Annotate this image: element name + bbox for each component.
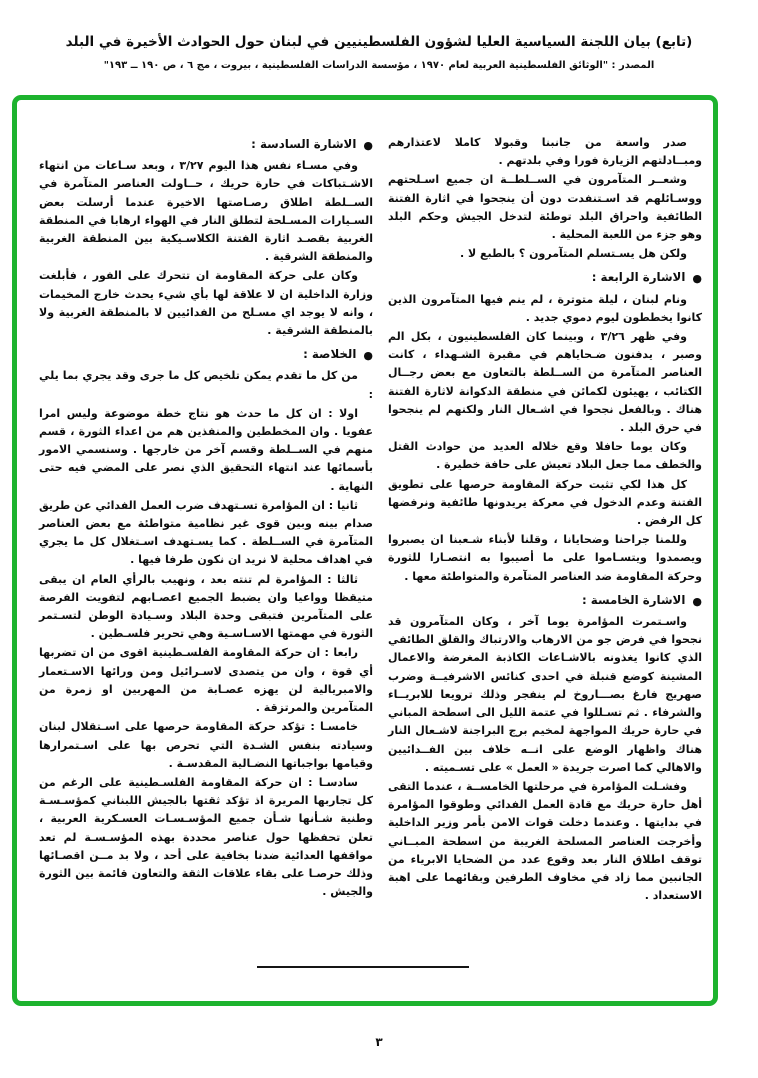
paragraph: وفي مسـاء نفس هذا اليوم ٣/٢٧ ، وبعد سـاعات من انتهاء الاشـتباكات في حارة حريك ، حــاولت العناصر المتآمرة في الســلطة اطلاق رصـاصتها الاخيرة عندما أرسلت بعض السـيارات المسـلحة لتطلق النار في الهواء ارهابا في المنطقة الغربية بقصـد اثارة الفتنة الكلاسـيكية بين المنطقة الغربية والمنطقة الشرقية . <box>39 159 373 264</box>
bullet-icon: ● <box>363 139 373 152</box>
page-number: ٣ <box>375 1035 383 1049</box>
paragraph: خامسـا : تؤكد حركة المقاومة حرصها على اسـتقلال لبنان وسيادته بنفس الشـدة التي تحرص بها على اسـتمرارها وقيامها بواجباتها النضـالية المقدسـة . <box>39 720 373 770</box>
paragraph: اولا : ان كل ما حدث هو نتاج خطة موضوعة وليس امرا عفويا . وان المخططين والمنفذين هم من اعداء الثورة ، قسم منهم في الســلطة وقسم آخر من خارجها . وسنسمي الامور بأسمائها عند انتهاء التحقيق الذي نصر على المضي فيه حتى النهاية . <box>39 406 373 493</box>
bullet-icon: ● <box>692 594 702 608</box>
text-column-left <box>39 130 373 902</box>
paragraph: وكان يوما حافلا وقع خلاله العديد من حوادث القتل والخطف مما جعل البلاد تعيش على حافة خطيرة . <box>388 440 702 472</box>
paragraph: واسـتمرت المؤامرة يوما آخر ، وكان المتآمرون قد نجحوا في فرض جو من الارهاب والارتباك والقلق الطائفي الذي كانوا يغذونه بالاشـاعات الكاذبة المغرضة والاعمال المشينة كوضع قنبلة في احدى كنائس الاشرفيــة وضرب صهريج فارغ بصـــاروخ لم ينفجر وذلك ترويعا للابريــاء والشرفاء . ثم تسـللوا في عتمة الليل الى اسطحة المباني في حارة حريك المواجهة لمخيم برج البراجنة لاشـعال النار هناك واظهار الوضع على انــه خلاف بين الفــدائيين والاهالي كما اصرت جريدة « العمل » على تسـميته . <box>388 615 702 774</box>
content-border-box <box>12 95 718 1006</box>
section-heading <box>39 135 373 154</box>
section-heading <box>388 591 702 610</box>
section-heading-label: الاشارة الرابعة : <box>591 270 686 285</box>
section-heading-label: الخلاصة : <box>303 347 357 362</box>
document-title: (تابع) بيان اللجنة السياسية العليا لشؤون الفلسطينيين في لبنان حول الحوادث الأخيرة في البلد <box>65 34 693 50</box>
paragraph: وكان على حركة المقاومة ان تتحرك على الفور ، فأبلغت وزارة الداخلية ان لا علاقة لها بأي شيء يحدث خارج المخيمات ، وانه لا يوجد اي مسـلح من الفدائيين لا بالمنطقة الغربية ولا بالمنطقة الشرقية . <box>39 269 373 338</box>
section-heading-label: الاشارة السادسة : <box>251 137 357 151</box>
paragraph: وللمنا جراحنا وضحايانا ، وقلنا لأبناء شـعبنا ان يصبروا ويصمدوا ويتسـاموا على ما أصيبوا به انتصـارا للثورة وحركة المقاومة ضد العناصر المتآمرة والمتواطئة معها . <box>388 533 702 583</box>
footnote-divider <box>257 966 469 968</box>
paragraph: سادسـا : ان حركة المقاومة الفلسـطينية على الرغم من كل تجاربها المريرة اذ تؤكد ثقتها بالجيش اللبناني كمؤسـسـة وطنية شـأنها شـأن جميع المؤسـسـات العسـكرية العربية ، تعلن تحفظها حول عناصر محددة بهذه المؤسـسـة لم تعد مواقفها العدائية ضدنا بخافية على أحد ، ولا بد مــن اقصـائها وذلك حرصـا على بقاء علاقات الثقة والتعاون قائمة بين الثورة والجيش . <box>39 775 373 899</box>
paragraph: ولكن هل يسـتسلم المتآمرون ؟ بالطبع لا . <box>459 247 687 261</box>
section-heading <box>39 345 373 364</box>
bullet-icon: ● <box>363 349 373 363</box>
paragraph: ونام لبنان ، ليلة متوترة ، لم ينم فيها المتآمرون الذين كانوا يخططون ليوم دموي جديد . <box>388 292 702 324</box>
paragraph: وفشـلت المؤامرة في مرحلتها الخامســة ، عندما التقى أهل حارة حريك مع قادة العمل الفدائي وطوقوا المؤامرة في بدايتها . وعندما دخلت قوات الامن بأمر وزير الداخلية وأخرجت العناصر المسلحة الغريبة من اسطحة المبــاني توقف اطلاق النار بعد وقوع عدد من الضحايا الابرياء من الجانبين مما زاد في مخاوف الطرفين وبقائهما على اهبة الاستعداد . <box>388 779 702 903</box>
paragraph: ثانيا : ان المؤامرة تسـتهدف ضرب العمل الفدائي عن طريق صدام بينه وبين قوى غير نظامية متواطئة مع بعض العناصر المتآمرة في الســلطة . كما يسـتهدف اسـتغلال كل ما يجري في اهداف محلية لا نريد ان نكون طرفا فيها . <box>39 498 373 567</box>
text-column-right <box>388 134 702 906</box>
paragraph: ثالثا : المؤامرة لم تنته بعد ، ونهيب بالرأي العام ان يبقى متيقظا وواعيا وان يضبط الجميع اعصـابهم لتفويت الفرصة على المتآمرين فتبقى وحدة البلاد وسـيادة الوطن لتسـتمر الثورة في مهمتها الاسـاسـية وهي تحرير فلسـطين . <box>39 572 373 641</box>
paragraph: كل هذا لكي تثبت حركة المقاومة حرصها على تطويق الفتنة وعدم الدخول في معركة يريدونها طائفية ونرفضها كل الرفض . <box>388 477 702 528</box>
paragraph: رابعا : ان حركة المقاومة الفلسـطينية اقوى من ان تضربها أي قوة ، وان من يتصدى لاسـرائيل ومن ورائها الاسـتعمار والامبريالية لن يهزه عصـابة من المهربين او زمرة من المتآمرين والمرتزقة . <box>39 646 373 715</box>
page-header <box>0 34 758 71</box>
paragraph: صدر واسعة من جانبنا وقبولا كاملا لاعتذارهم ومبــادلتهم الزيارة فورا وفي بلدتهم . <box>388 136 702 168</box>
paragraph: وفي ظهر ٣/٢٦ ، وبينما كان الفلسطينيون ، بكل الم وصبر ، يدفنون ضـحاياهم في مقبرة الشـهداء ، كانت العناصر المتآمرة من الســلطة بالتعاون مع بعض رجــال الكتائب ، يهيئون لكمائن في منطقة الدكوانة لاثارة الفتنة هناك . وبالفعل نجحوا في اشـعال النار ولكنهم لم ينجحوا في حرق البلد . <box>388 330 702 435</box>
bullet-icon: ● <box>692 272 702 286</box>
paragraph: من كل ما تقدم يمكن تلخيص كل ما جرى وقد يجري بما يلي : <box>39 369 373 401</box>
source-citation: المصدر : "الوثائق الفلسطينية العربية لعام ١٩٧٠ ، مؤسسة الدراسات الفلسطينية ، بيروت ، مج ٦ ، ص ١٩٠ ــ ١٩٣" <box>103 60 655 71</box>
paragraph: وشعــر المتآمرون في الســلطــة ان جميع اسـلحتهم ووسـائلهم قد اسـتنفدت دون أن ينجحوا في اثارة الفتنة الطائفية واحراق البلد توطئة لتدخل الجيش وحكم البلد وهو جزء من اللعبة المحلية . <box>388 173 702 242</box>
section-heading-label: الاشارة الخامسة : <box>581 592 686 607</box>
section-heading <box>388 268 702 287</box>
